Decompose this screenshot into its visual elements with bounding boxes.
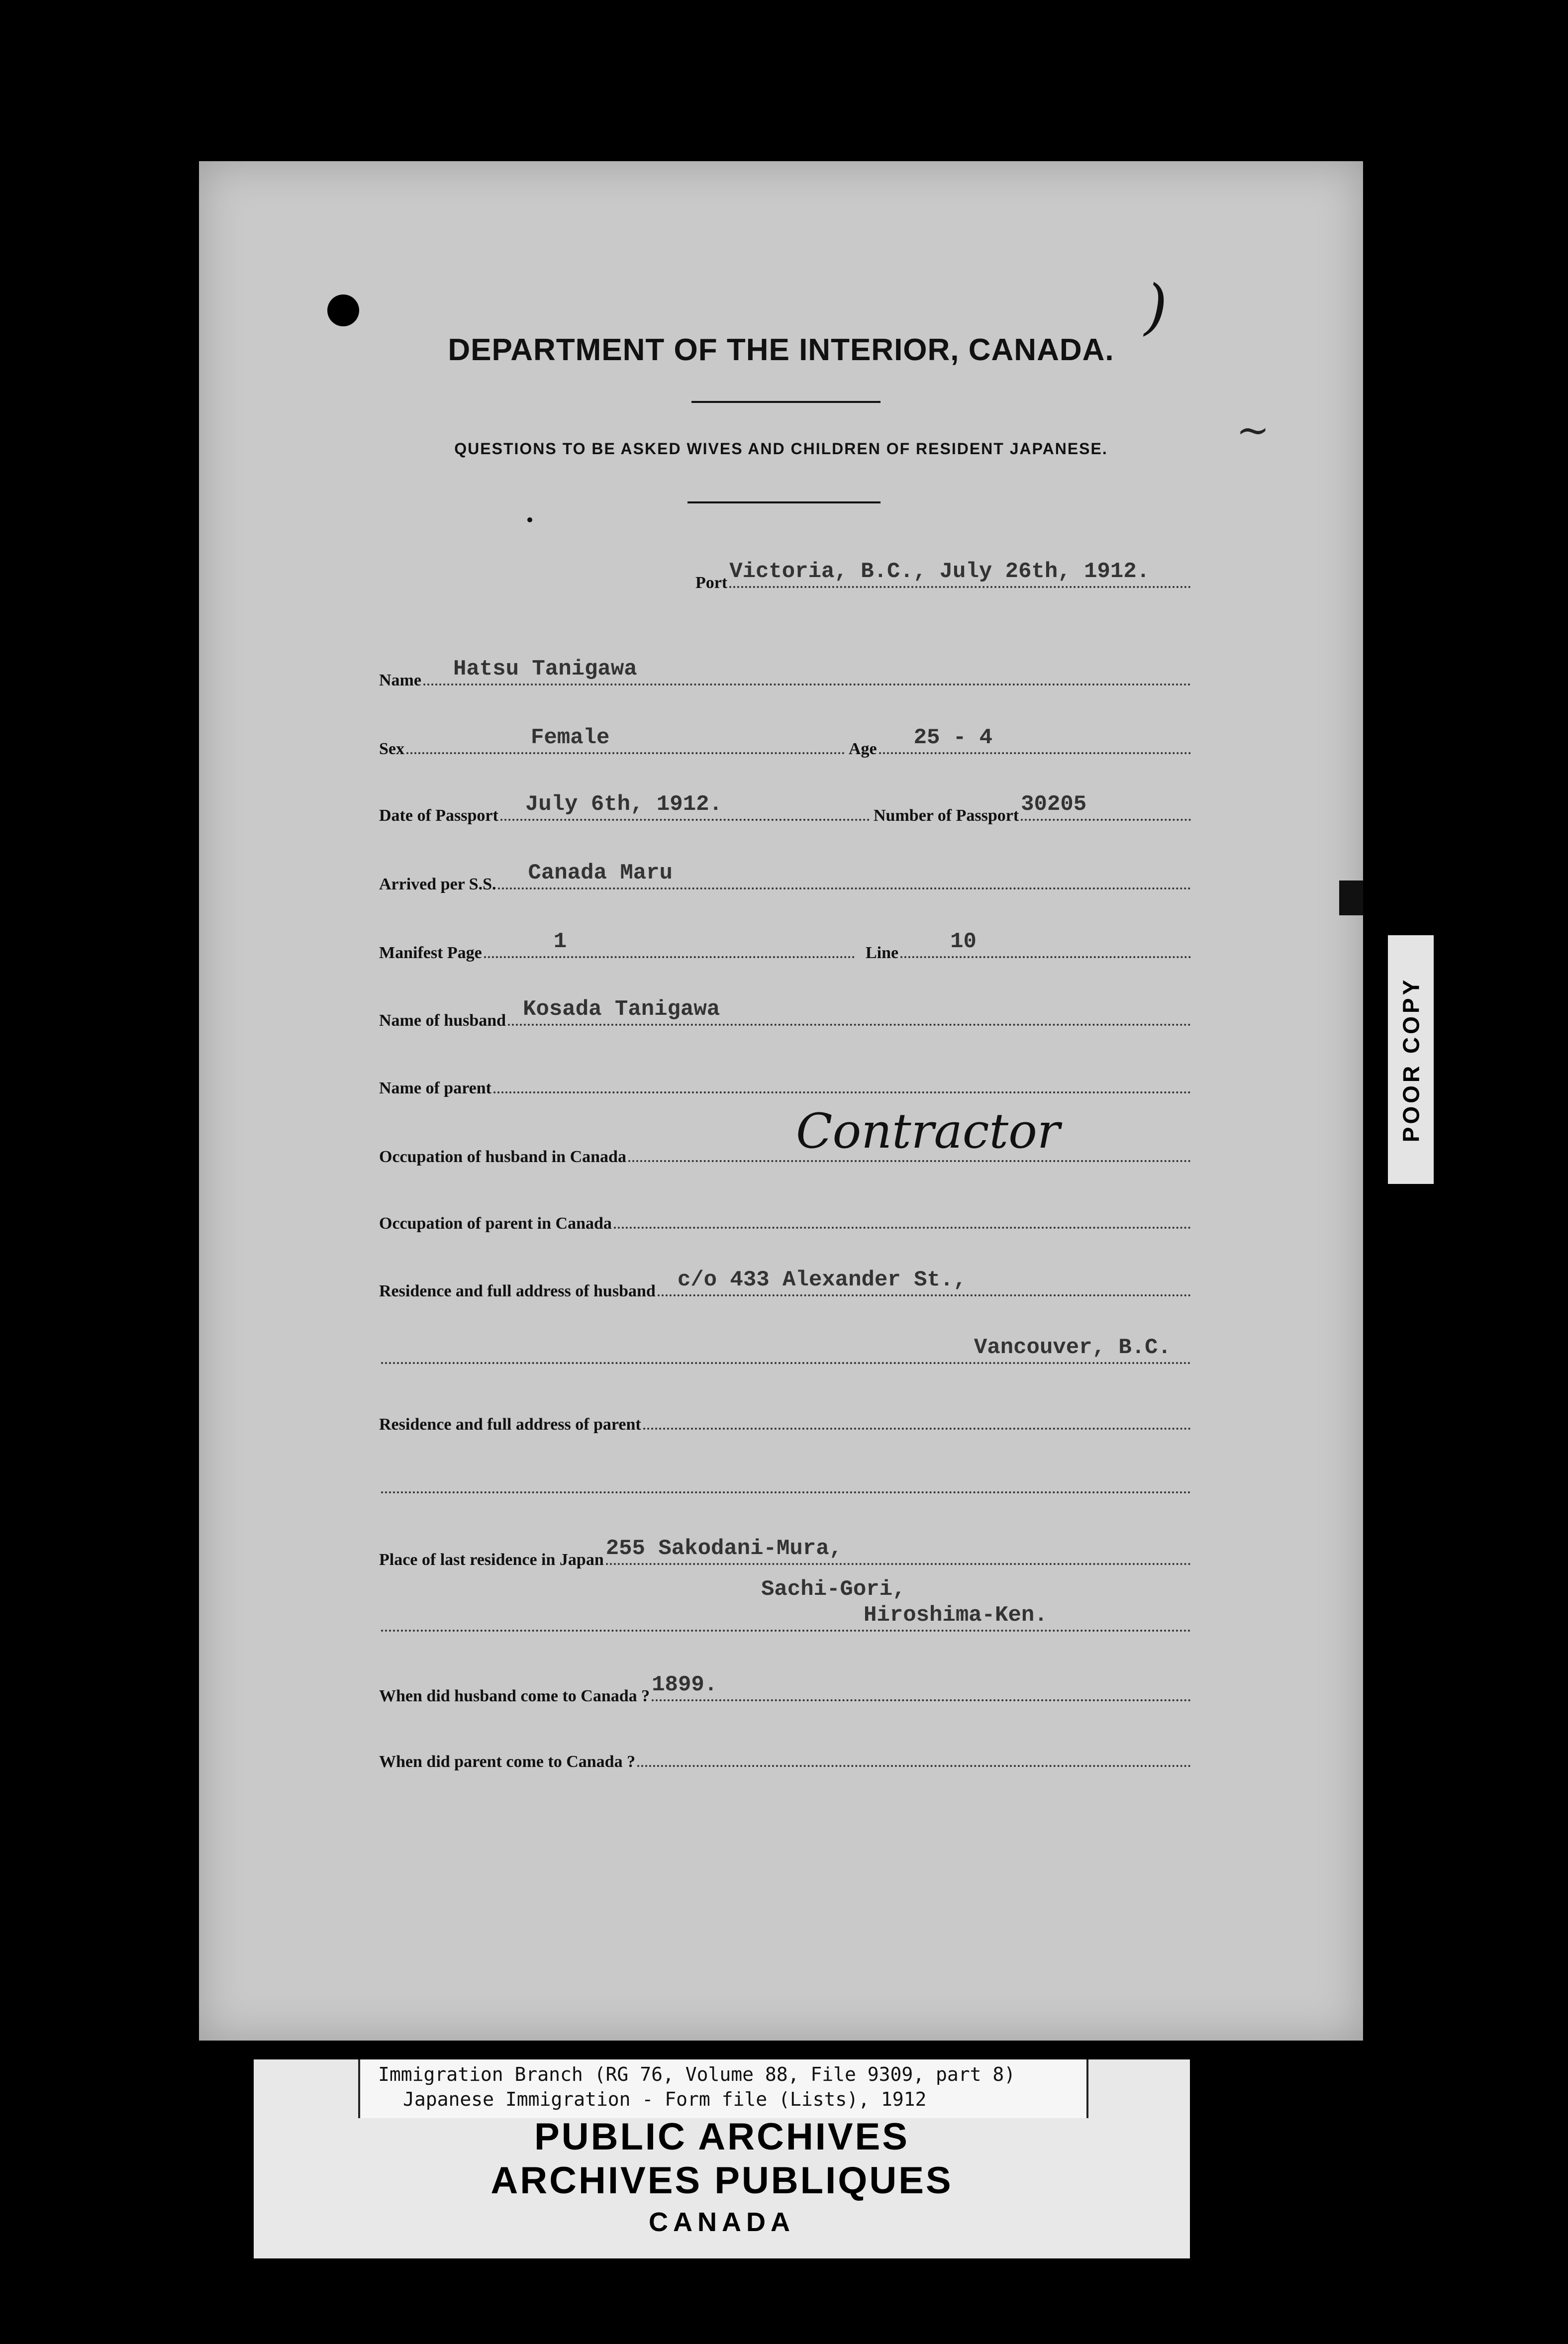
ink-speck (527, 517, 532, 522)
date-of-passport-value: July 6th, 1912. (525, 792, 722, 817)
last-residence-line1: 255 Sakodani-Mura, (605, 1536, 843, 1561)
archive-label-line2: ARCHIVES PUBLIQUES (490, 2159, 953, 2202)
line-label: Line (866, 944, 899, 962)
last-residence-field (379, 1536, 1193, 1579)
name-of-parent-label: Name of parent (379, 1079, 491, 1097)
number-of-passport-label: Number of Passport (874, 806, 1019, 825)
residence-husband-line2: Vancouver, B.C. (974, 1335, 1171, 1360)
residence-husband-line1: c/o 433 Alexander St., (677, 1268, 967, 1292)
residence-parent-label: Residence and full address of parent (379, 1415, 641, 1434)
last-residence-line2: Sachi-Gori, (761, 1577, 906, 1602)
occupation-husband-label: Occupation of husband in Canada (379, 1148, 626, 1166)
manifest-page-value: 1 (553, 929, 567, 954)
residence-parent-line2-field (379, 1467, 1193, 1507)
sex-value: Female (531, 725, 610, 750)
name-of-husband-label: Name of husband (379, 1011, 506, 1030)
name-of-husband-field (379, 997, 1193, 1040)
residence-husband-line2-field (379, 1335, 1193, 1378)
port-field (695, 559, 1193, 602)
husband-came-label: When did husband come to Canada ? (379, 1687, 650, 1705)
poor-copy-text: POOR COPY (1398, 977, 1424, 1143)
occupation-husband-field (379, 1136, 1193, 1176)
name-of-husband-value: Kosada Tanigawa (523, 997, 720, 1022)
form-subtitle: QUESTIONS TO BE ASKED WIVES AND CHILDREN OF RESIDENT JAPANESE. (454, 440, 1108, 458)
paper-clip-shadow (1339, 880, 1363, 915)
arrived-per-label: Arrived per S.S. (379, 875, 496, 893)
last-residence-line3-field (379, 1603, 1193, 1646)
archive-reference-line2: Japanese Immigration - Form file (Lists), 1912 (403, 2088, 927, 2110)
archive-label-line1: PUBLIC ARCHIVES (534, 2116, 909, 2158)
arrived-per-field (379, 861, 1193, 903)
name-label: Name (379, 671, 421, 689)
line-value: 10 (950, 929, 977, 954)
port-value: Victoria, B.C., July 26th, 1912. (729, 559, 1150, 584)
husband-came-value: 1899. (652, 1672, 718, 1697)
date-of-passport-label: Date of Passport (379, 806, 498, 825)
last-residence-label: Place of last residence in Japan (379, 1551, 604, 1569)
age-field (849, 725, 1193, 768)
manifest-page-field (379, 929, 857, 972)
number-of-passport-value: 30205 (1021, 792, 1087, 817)
line-field (866, 929, 1193, 972)
name-of-parent-field (379, 1068, 1193, 1107)
residence-husband-field (379, 1270, 1193, 1310)
archive-label (254, 2059, 1190, 2258)
last-residence-line3: Hiroshima-Ken. (864, 1603, 1048, 1628)
department-title: DEPARTMENT OF THE INTERIOR, CANADA. (448, 333, 1114, 367)
poor-copy-stamp (1388, 935, 1434, 1184)
age-label: Age (849, 740, 877, 758)
occupation-parent-label: Occupation of parent in Canada (379, 1214, 612, 1233)
name-field (379, 657, 1193, 699)
age-value: 25 - 4 (913, 725, 993, 750)
sex-label: Sex (379, 740, 404, 758)
residence-husband-label: Residence and full address of husband (379, 1282, 656, 1300)
port-label: Port (695, 574, 728, 592)
arrived-per-value: Canada Maru (528, 861, 673, 885)
name-value: Hatsu Tanigawa (453, 657, 637, 682)
manifest-page-label: Manifest Page (379, 944, 482, 962)
archive-label-line3: CANADA (649, 2207, 795, 2237)
pencil-mark-3: ~ (1236, 407, 1270, 453)
husband-came-field (379, 1672, 1193, 1715)
number-of-passport-field (874, 792, 1193, 835)
occupation-husband-value: Contractor (796, 1103, 1060, 1159)
archive-reference-line1: Immigration Branch (RG 76, Volume 88, File 9309, part 8) (378, 2063, 1016, 2085)
parent-came-field (379, 1741, 1193, 1781)
sex-field (379, 725, 847, 768)
parent-came-label: When did parent come to Canada ? (379, 1753, 636, 1771)
title-rule (691, 401, 881, 403)
pencil-mark: ) (1144, 273, 1168, 342)
residence-parent-field (379, 1404, 1193, 1444)
date-of-passport-field (379, 792, 872, 835)
subtitle-rule (687, 501, 881, 503)
punch-hole (327, 294, 359, 326)
occupation-parent-field (379, 1203, 1193, 1243)
